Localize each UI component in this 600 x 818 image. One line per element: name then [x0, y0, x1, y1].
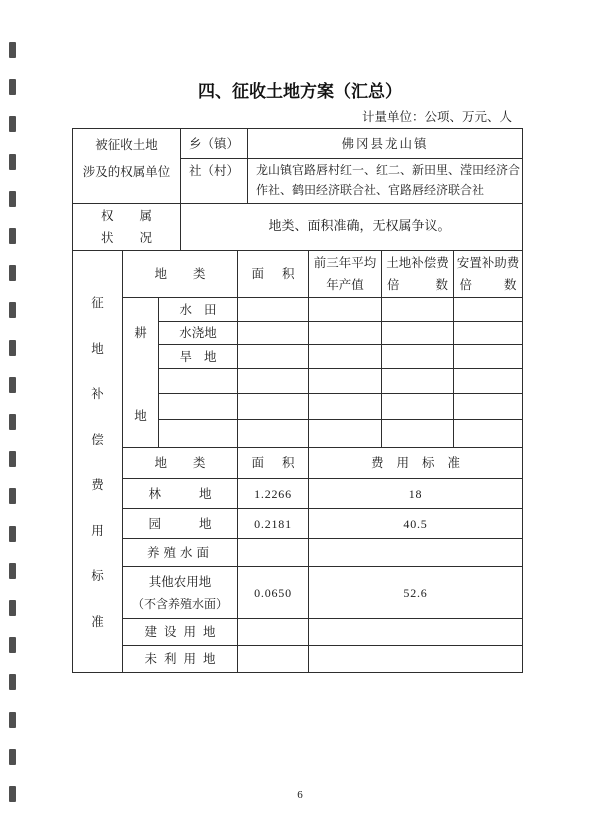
- binding-hole: [9, 526, 16, 542]
- farmland-row-3-type: [159, 345, 238, 369]
- farmland-row-4-type: [159, 369, 238, 394]
- farmland-row-1-avg-output: [309, 298, 382, 322]
- header-land-type: [123, 251, 238, 298]
- header-avg-output-line-2: 年产值: [326, 277, 364, 292]
- village-label-cell: [181, 159, 248, 204]
- other-row-1-type: [123, 479, 238, 509]
- other-row-1-fee-standard: [309, 479, 523, 509]
- farmland-row-6-area: [238, 420, 309, 448]
- binding-hole: [9, 563, 16, 579]
- farmland-label-char: 耕: [134, 325, 147, 340]
- header-land-comp-line-2: 倍 数: [387, 277, 448, 292]
- land-type-label: 林 地: [148, 485, 212, 501]
- village-value-line-2: 作社、鹤田经济联合社、官路唇经济联合社: [256, 183, 485, 197]
- land-type-label: 养殖水面: [146, 544, 213, 560]
- farmland-row-5-resettle: [454, 394, 523, 420]
- section-label-char: 补: [91, 386, 104, 402]
- section-label-char: 标: [91, 568, 104, 584]
- town-value-cell: [248, 129, 523, 159]
- binding-hole: [9, 42, 16, 58]
- other-row-3-fee-standard: [309, 539, 523, 567]
- other-row-1-area: [238, 479, 309, 509]
- farmland-row-5-land-comp: [382, 394, 454, 420]
- ownership-status-label-line-2: 状 况: [101, 230, 152, 245]
- area-value: 0.2181: [254, 516, 292, 531]
- other-row-6-area: [238, 646, 309, 673]
- farmland-row-5-avg-output: [309, 394, 382, 420]
- farmland-row-3-land-comp: [382, 345, 454, 369]
- binding-hole: [9, 712, 16, 728]
- binding-hole: [9, 637, 16, 653]
- other-row-2-type: [123, 509, 238, 539]
- farmland-row-5-type: [159, 394, 238, 420]
- binding-hole: [9, 265, 16, 281]
- farmland-row-5-area: [238, 394, 309, 420]
- farmland-row-6-resettle: [454, 420, 523, 448]
- other-header-area: [238, 448, 309, 479]
- other-header-fee-standard: [309, 448, 523, 479]
- fee-standard-value: 52.6: [403, 585, 428, 600]
- farmland-row-3-area: [238, 345, 309, 369]
- farmland-row-2-area: [238, 322, 309, 345]
- binding-hole: [9, 488, 16, 504]
- farmland-row-6-land-comp: [382, 420, 454, 448]
- land-type-label: 其他农用地: [148, 573, 212, 589]
- section-label-char: 偿: [91, 431, 104, 447]
- town-label: 乡（镇）: [188, 135, 239, 151]
- header-avg-output: [309, 251, 382, 298]
- other-header-area-label: 面 积: [251, 455, 295, 470]
- section-label-char: 地: [91, 340, 104, 356]
- farmland-label: [123, 298, 159, 448]
- header-land-comp-line-1: 土地补偿费: [386, 255, 449, 270]
- other-header-land-type-label: 地 类: [154, 455, 206, 470]
- farmland-row-3-resettle: [454, 345, 523, 369]
- header-avg-output-line-1: 前三年平均: [313, 255, 377, 270]
- measurement-unit: 计量单位：公项、万元、人: [361, 109, 512, 124]
- farmland-row-2-avg-output: [309, 322, 382, 345]
- binding-hole: [9, 451, 16, 467]
- other-row-2-fee-standard: [309, 509, 523, 539]
- header-area-label: 面 积: [251, 266, 295, 281]
- owner-label-line-2: 涉及的权属单位: [82, 164, 171, 179]
- fee-standard-value: 18: [408, 486, 423, 501]
- land-type-note: （不含养殖水面）: [131, 596, 228, 611]
- section-label-char: 征: [91, 295, 104, 310]
- page-title: 四、征收土地方案（汇总）: [198, 82, 402, 102]
- binding-hole: [9, 340, 16, 356]
- binding-hole: [9, 600, 16, 616]
- header-land-comp-multiple: [382, 251, 454, 298]
- farmland-row-4-resettle: [454, 369, 523, 394]
- other-row-5-area: [238, 619, 309, 646]
- section-label-char: 费: [91, 477, 104, 493]
- farmland-row-1-land-comp: [382, 298, 454, 322]
- farmland-row-6-avg-output: [309, 420, 382, 448]
- farmland-row-4-land-comp: [382, 369, 454, 394]
- area-value: 0.0650: [254, 585, 292, 600]
- page-number: 6: [297, 789, 303, 801]
- fee-standard-value: 40.5: [403, 516, 428, 531]
- farmland-row-3-avg-output: [309, 345, 382, 369]
- other-row-4-fee-standard: [309, 567, 523, 619]
- binding-hole: [9, 674, 16, 690]
- other-row-5-type: [123, 619, 238, 646]
- land-expropriation-table: [72, 128, 523, 673]
- other-row-5-fee-standard: [309, 619, 523, 646]
- ownership-status-label-line-1: 权 属: [101, 208, 152, 223]
- owner-label-line-1: 被征收土地: [95, 137, 158, 152]
- farmland-row-1-resettle: [454, 298, 523, 322]
- binding-hole: [9, 228, 16, 244]
- village-value-line-1: 龙山镇官路唇村红一、红二、新田里、滢田经济合: [256, 163, 521, 177]
- farmland-row-1-area: [238, 298, 309, 322]
- town-value: 佛冈县龙山镇: [341, 135, 429, 151]
- ownership-status-value-cell: [181, 204, 523, 251]
- farmland-row-6-type: [159, 420, 238, 448]
- header-resettle-multiple: [454, 251, 523, 298]
- header-area: [238, 251, 309, 298]
- village-label: 社（村）: [188, 163, 239, 178]
- land-type-label: 水浇地: [179, 325, 217, 340]
- farmland-row-2-land-comp: [382, 322, 454, 345]
- other-row-4-area: [238, 567, 309, 619]
- section-label-char: 用: [91, 522, 104, 538]
- village-value-cell: [248, 159, 523, 204]
- header-resettle-line-1: 安置补助费: [456, 255, 520, 270]
- ownership-status-label-cell: [73, 204, 181, 251]
- binding-hole: [9, 377, 16, 393]
- binding-hole: [9, 154, 16, 170]
- other-row-3-type: [123, 539, 238, 567]
- owner-label-cell: [73, 129, 181, 204]
- binding-hole: [9, 116, 16, 132]
- farmland-label-char: 地: [134, 408, 147, 423]
- other-row-2-area: [238, 509, 309, 539]
- farmland-row-4-avg-output: [309, 369, 382, 394]
- binding-hole: [9, 749, 16, 765]
- farmland-row-2-resettle: [454, 322, 523, 345]
- binding-hole: [9, 302, 16, 318]
- other-row-4-type: [123, 567, 238, 619]
- other-row-6-fee-standard: [309, 646, 523, 673]
- land-type-label: 未 利 用 地: [144, 651, 216, 666]
- land-type-label: 园 地: [148, 515, 212, 531]
- other-row-3-area: [238, 539, 309, 567]
- compensation-section-label: [73, 251, 123, 673]
- farmland-row-1-type: [159, 298, 238, 322]
- town-label-cell: [181, 129, 248, 159]
- binding-hole: [9, 191, 16, 207]
- land-type-label: 建 设 用 地: [144, 624, 216, 639]
- land-type-label: 旱 地: [179, 348, 217, 364]
- land-type-label: 水 田: [179, 301, 217, 317]
- header-resettle-line-2: 倍 数: [459, 277, 517, 292]
- farmland-row-4-area: [238, 369, 309, 394]
- binding-hole: [9, 414, 16, 430]
- farmland-row-2-type: [159, 322, 238, 345]
- other-row-6-type: [123, 646, 238, 673]
- area-value: 1.2266: [254, 486, 292, 501]
- header-land-type-label: 地 类: [154, 266, 206, 281]
- section-label-char: 准: [91, 613, 104, 629]
- other-header-fee-standard-label: 费 用 标 准: [371, 455, 460, 470]
- ownership-status-value: 地类、面积准确，无权属争议。: [268, 219, 451, 234]
- other-header-land-type: [123, 448, 238, 479]
